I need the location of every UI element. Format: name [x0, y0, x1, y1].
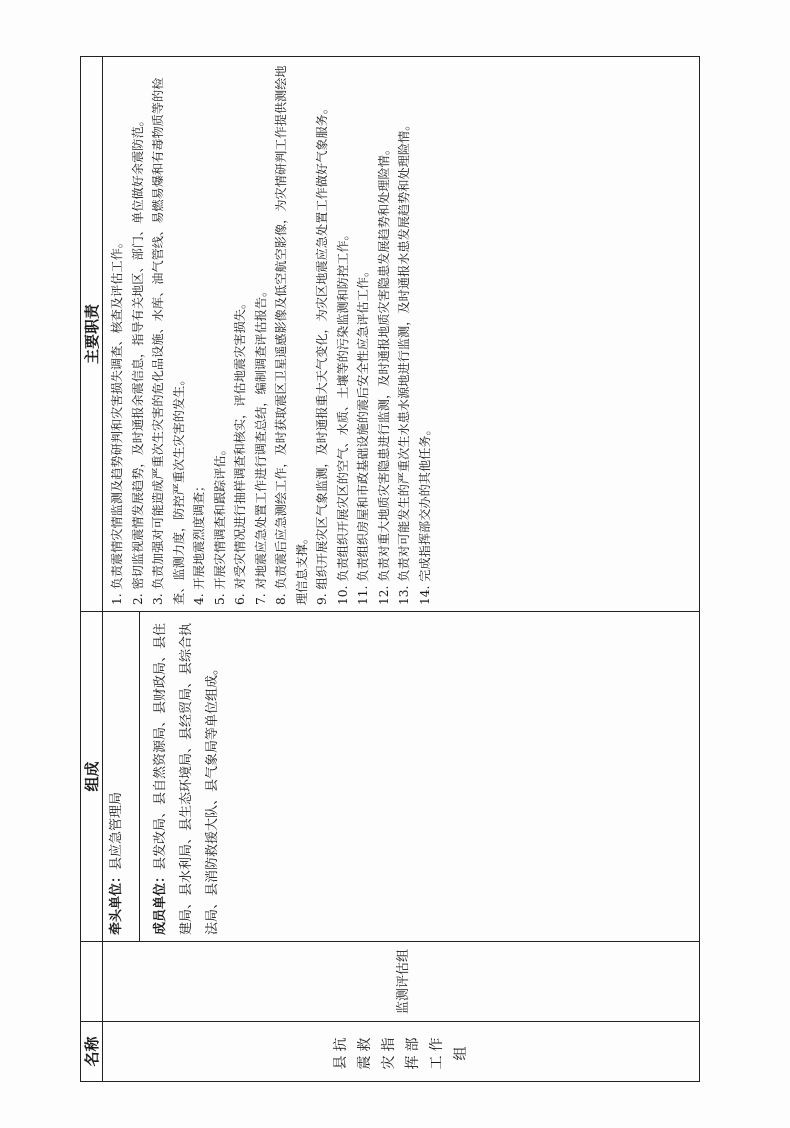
header-group-spacer — [81, 942, 103, 1022]
member-units-cell — [140, 612, 700, 942]
duty-item: 3. 负责加强对可能造成严重次生灾害的危化品设施、水库、油气管线、易燃易爆和有毒物质等的检查、监测力度，防控严重次生灾害的发生。 — [151, 77, 186, 605]
members-value: 县发改局、县自然资源局、县财政局、县住建局、县水利局、县生态环境局、县经贸局、县综合执法局、县消防救援大队、县气象局等单位组成。 — [153, 622, 220, 935]
rotated-table-frame — [80, 57, 700, 1082]
hq-name-cell — [103, 1022, 700, 1082]
lead-row — [103, 57, 140, 1082]
duty-item: 9. 组织开展灾区气象监测，及时通报重大天气变化，为灾区地震应急处置工作做好气象服务。 — [315, 101, 329, 605]
lead-label: 牵头单位： — [109, 869, 124, 935]
duty-item: 11. 负责组织房屋和市政基础设施的震后安全性应急评估工作。 — [356, 264, 370, 605]
duty-item: 7. 对地震应急处置工作进行调查总结，编制调查评估报告。 — [253, 284, 268, 605]
duty-item: 5. 开展灾情调查和跟踪评估。 — [212, 443, 227, 605]
group-name: 监测评估组 — [395, 949, 411, 1015]
lead-unit-cell — [103, 612, 140, 942]
duty-item: 12. 负责对重大地质灾害隐患进行监测，及时通报地质灾害隐患发展趋势和处理险情。 — [376, 142, 391, 605]
duty-item: 4. 开展地震烈度调查； — [192, 479, 206, 605]
duty-item: 10. 负责组织开展灾区的空气、水质、土壤等的污染监测和防控工作。 — [335, 228, 350, 605]
duty-item: 8. 负责震后应急测绘工作，及时获取震区卫星遥感影像及低空航空影像，为灾情研判工作提供测绘地理信息支撑。 — [274, 65, 309, 605]
duty-item: 6. 对受灾情况进行抽样调查和核实，评估地震灾害损失。 — [233, 296, 247, 605]
lead-value: 县应急管理局 — [109, 791, 124, 870]
duty-item: 1. 负责震情灾情监测及趋势研判和灾害损失调查、核查及评估工作。 — [110, 236, 124, 605]
duty-item: 14. 完成指挥部交办的其他任务。 — [417, 423, 432, 605]
duty-item: 13. 负责对可能发生的严重次生水患水源地进行监测，及时通报水患发展趋势和处理险情。 — [397, 118, 411, 605]
header-row — [81, 57, 103, 1082]
duties-table — [80, 56, 700, 1082]
duties-cell — [103, 57, 700, 612]
members-label: 成员单位： — [153, 869, 168, 935]
header-duties: 主要职责 — [81, 57, 103, 612]
header-name: 名称 — [81, 1022, 103, 1082]
hq-name: 县抗震救灾指挥部工作组 — [333, 1033, 469, 1070]
group-name-cell — [103, 942, 700, 1022]
duty-item: 2. 密切监视震情发展趋势，及时通报余震信息，指导有关地区、部门、单位做好余震防范。 — [130, 114, 145, 605]
header-composition: 组成 — [81, 612, 103, 942]
